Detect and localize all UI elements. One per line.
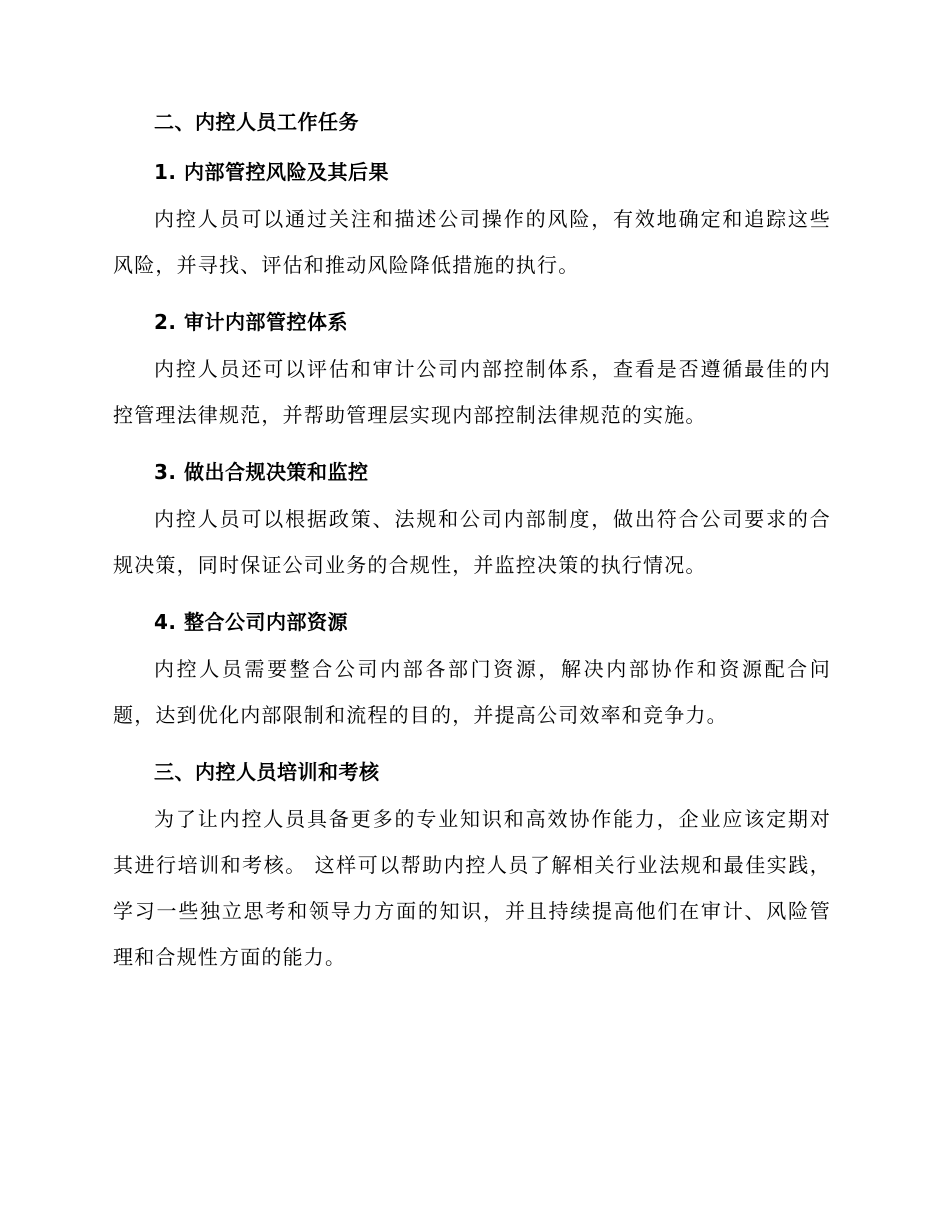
paragraph: 内控人员还可以评估和审计公司内部控制体系，查看是否遵循最佳的内控管理法律规范，并帮助管理层实现内部控制法律规范的实施。 [113, 357, 831, 427]
section-title: 二、内控人员工作任务 [154, 110, 359, 134]
document-page [113, 108, 831, 1000]
section-title: 三、内控人员培训和考核 [154, 760, 380, 784]
paragraph: 内控人员需要整合公司内部各部门资源，解决内部协作和资源配合问题，达到优化内部限制和流程的目的，并提高公司效率和竞争力。 [113, 657, 831, 727]
subsection-heading: 4. 整合公司内部资源 [154, 610, 348, 634]
subsection-heading: 1. 内部管控风险及其后果 [154, 160, 389, 184]
paragraph: 内控人员可以根据政策、法规和公司内部制度，做出符合公司要求的合规决策，同时保证公司业务的合规性，并监控决策的执行情况。 [113, 507, 831, 577]
paragraph: 内控人员可以通过关注和描述公司操作的风险，有效地确定和追踪这些风险，并寻找、评估和推动风险降低措施的执行。 [113, 207, 831, 277]
paragraph: 为了让内控人员具备更多的专业知识和高效协作能力，企业应该定期对其进行培训和考核。 这样可以帮助内控人员了解相关行业法规和最佳实践，学习一些独立思考和领导力方面的知识，并且持续提高他们在审计、风险管理和合规性方面的能力。 [113, 807, 831, 969]
subsection-heading: 3. 做出合规决策和监控 [154, 460, 369, 484]
subsection-heading: 2. 审计内部管控体系 [154, 310, 348, 334]
